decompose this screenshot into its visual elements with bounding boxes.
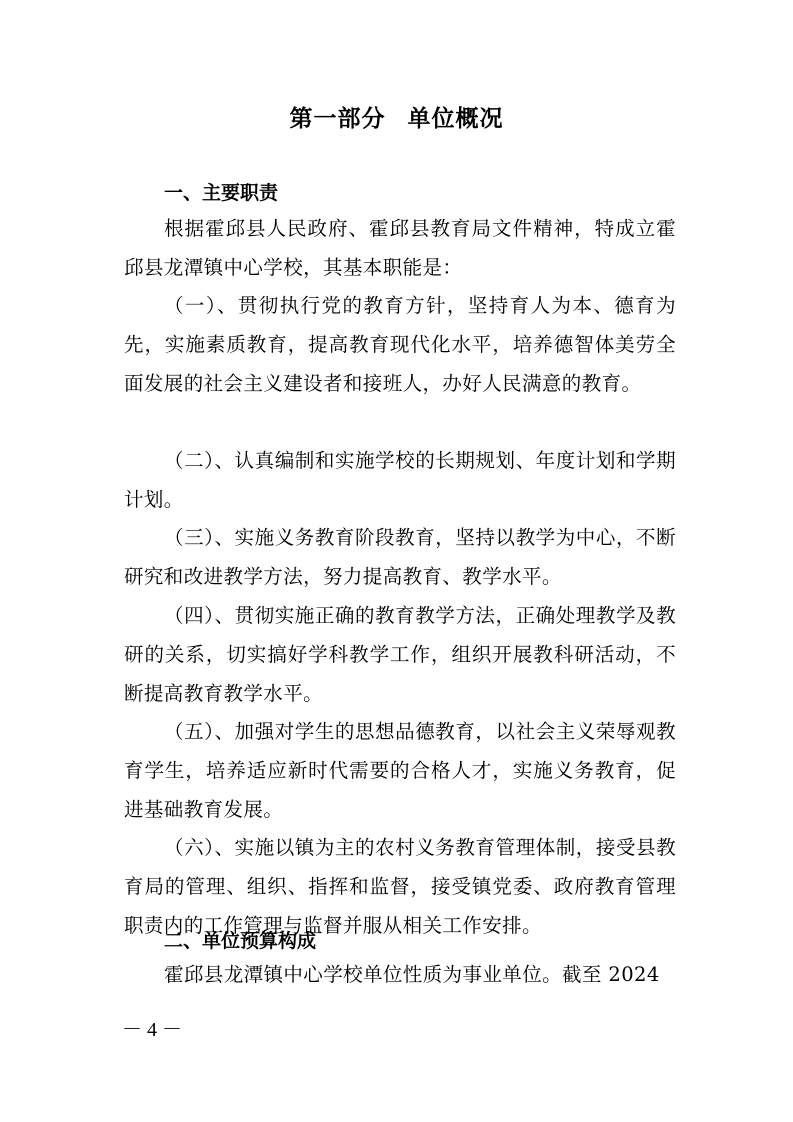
- title-name: 单位概况: [407, 106, 504, 132]
- section-heading-budget: 二、单位预算构成: [164, 930, 317, 952]
- title-part: 第一部分: [289, 106, 386, 132]
- section-heading-main-duties: 一、主要职责: [164, 182, 279, 204]
- page-number: － 4 －: [122, 1019, 182, 1041]
- duty-item-6: （六）、实施以镇为主的农村义务教育管理体制，接受县教育局的管理、组织、指挥和监督，接受镇党委、政府教育管理职责内的工作管理与监督并服从相关工作安排。: [124, 836, 676, 937]
- budget-paragraph: 霍邱县龙潭镇中心学校单位性质为事业单位。截至 2024: [164, 963, 660, 986]
- duty-item-4: （四）、贯彻实施正确的教育教学方法，正确处理教学及教研的关系，切实搞好学科教学工作，组织开展教科研活动，不断提高教育教学水平。: [124, 604, 676, 705]
- duty-item-3: （三）、实施义务教育阶段教育，坚持以教学为中心，不断研究和改进教学方法，努力提高教育、教学水平。: [124, 526, 676, 588]
- page-title: [0, 104, 793, 134]
- duty-item-1: （一）、贯彻执行党的教育方针，坚持育人为本、德育为先，实施素质教育，提高教育现代化水平，培养德智体美劳全面发展的社会主义建设者和接班人，办好人民满意的教育。: [124, 294, 676, 395]
- duty-item-5: （五）、加强对学生的思想品德教育，以社会主义荣辱观教育学生，培养适应新时代需要的合格人才，实施义务教育，促进基础教育发展。: [124, 720, 676, 821]
- intro-paragraph: 根据霍邱县人民政府、霍邱县教育局文件精神，特成立霍邱县龙潭镇中心学校，其基本职能是：: [124, 217, 676, 279]
- duty-item-2: （二）、认真编制和实施学校的长期规划、年度计划和学期计划。: [124, 449, 676, 511]
